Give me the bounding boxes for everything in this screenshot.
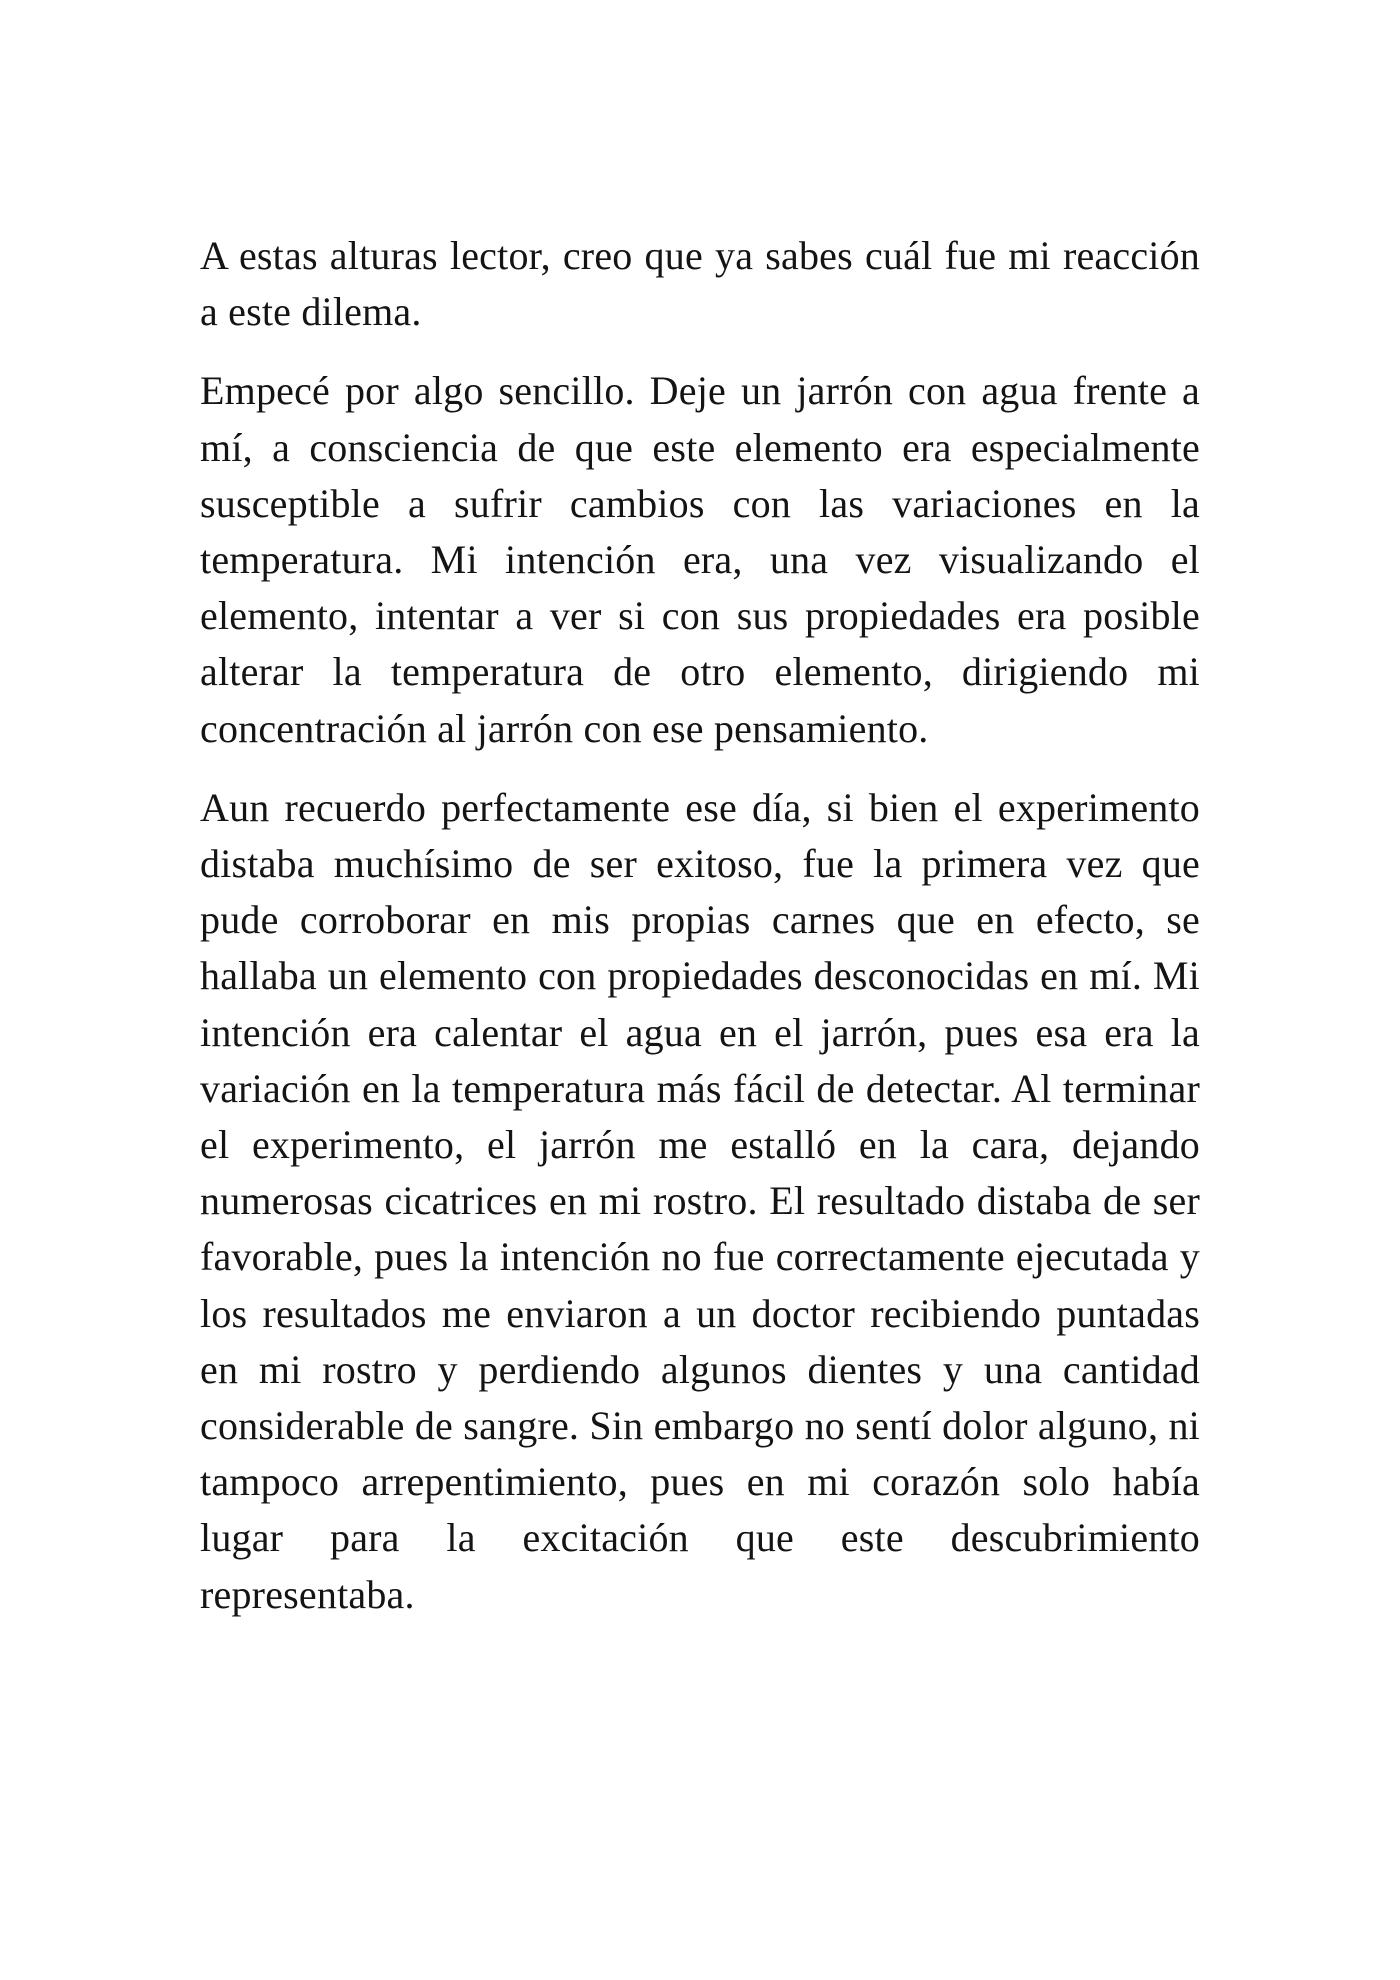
paragraph-2: Empecé por algo sencillo. Deje un jarrón con agua frente a mí, a consciencia de que este elemento era especialmente susceptible a sufrir cambios con las variaciones en la temperatura. Mi intención era, una vez visualizando el elemento, intentar a ver si con sus propiedades era posible alterar la temperatura de otro elemento, dirigiendo mi concentración al jarrón con ese pensamiento. (200, 368, 1200, 751)
paragraph-1: A estas alturas lector, creo que ya sabes cuál fue mi reacción a este dilema. (200, 233, 1200, 335)
body-text (200, 228, 1200, 1646)
paragraph-3: Aun recuerdo perfectamente ese día, si bien el experimento distaba muchísimo de ser exitoso, fue la primera vez que pude corroborar en mis propias carnes que en efecto, se hallaba un elemento con propiedades desconocidas en mí. Mi intención era calentar el agua en el jarrón, pues esa era la variación en la temperatura más fácil de detectar. Al terminar el experimento, el jarrón me estalló en la cara, dejando numerosas cicatrices en mi rostro. El resultado distaba de ser favorable, pues la intención no fue correctamente ejecutada y los resultados me enviaron a un doctor recibiendo puntadas en mi rostro y perdiendo algunos dientes y una cantidad considerable de sangre. Sin embargo no sentí dolor alguno, ni tampoco arrepentimiento, pues en mi corazón solo había lugar para la excitación que este descubrimiento representaba. (200, 784, 1200, 1617)
